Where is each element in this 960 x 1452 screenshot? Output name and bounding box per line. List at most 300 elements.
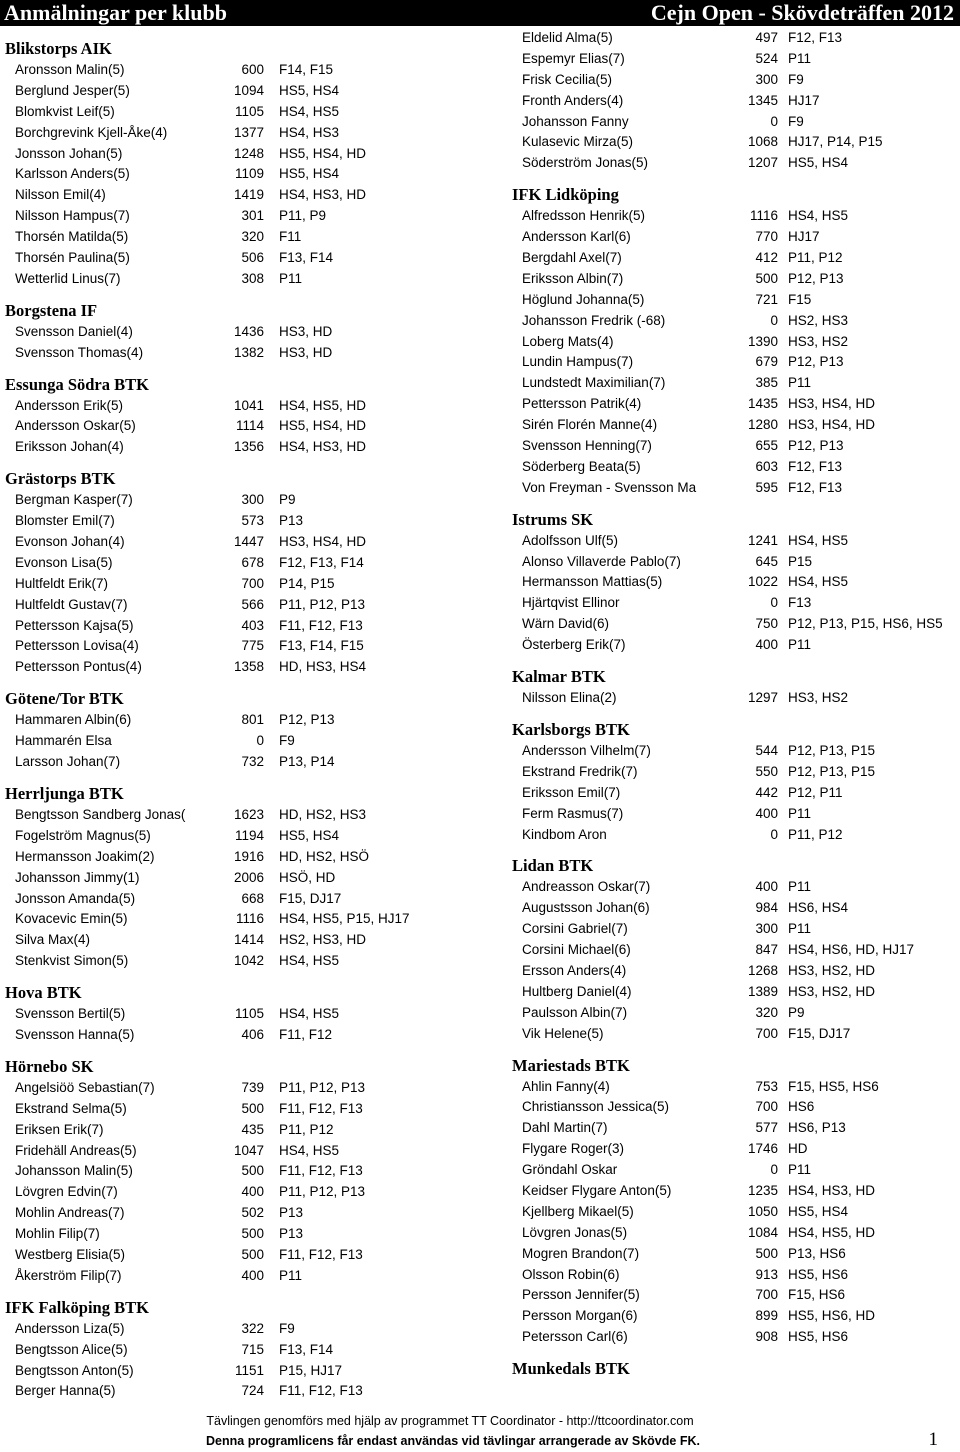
player-name: Olsson Robin(6): [522, 1266, 620, 1282]
player-name: Von Freyman - Svensson Ma: [522, 479, 697, 495]
player-name: Andersson Liza(5): [15, 1320, 125, 1336]
player-row: [0, 826, 470, 847]
player-name: Andersson Oskar(5): [15, 418, 136, 434]
player-row: [0, 1245, 470, 1266]
player-rating: 0: [770, 1162, 778, 1178]
player-row: [508, 688, 960, 709]
player-rating: 1105: [234, 1006, 264, 1022]
player-rating: 1358: [233, 659, 264, 675]
player-row: [508, 290, 960, 311]
player-name: Wetterlid Linus(7): [15, 270, 121, 286]
player-rating: 1050: [747, 1203, 778, 1219]
player-row: [508, 153, 960, 174]
player-classes: HS5, HS6: [788, 1329, 849, 1345]
player-classes: HS3, HS2: [788, 333, 849, 349]
player-row: [0, 1203, 470, 1224]
player-classes: F15, DJ17: [788, 1025, 851, 1041]
player-row: [0, 636, 470, 657]
player-rating: 678: [241, 554, 264, 570]
club-heading: Herrljunga BTK: [5, 783, 124, 803]
player-classes: P12, P13, P15, HS6, HS5: [788, 616, 943, 632]
player-classes: P12, P13, P15: [788, 763, 876, 779]
club-heading: Blikstorps AIK: [5, 39, 112, 58]
player-classes: P12, P13: [788, 354, 844, 370]
player-rating: 1414: [233, 932, 264, 948]
player-classes: F12, F13: [788, 458, 843, 474]
player-row: [0, 123, 470, 144]
player-rating: 1109: [234, 166, 264, 182]
player-classes: HS4, HS5, HD: [279, 397, 367, 413]
player-rating: 679: [755, 354, 778, 370]
player-rating: 300: [755, 921, 778, 937]
player-name: Nilsson Hampus(7): [15, 208, 130, 224]
player-classes: HS3, HS2, HD: [788, 983, 876, 999]
player-rating: 412: [755, 250, 778, 266]
player-rating: 400: [241, 1184, 264, 1200]
player-name: Thorsén Paulina(5): [15, 250, 130, 266]
player-name: Johansson Fanny: [522, 113, 629, 129]
player-name: Thorsén Matilda(5): [15, 229, 129, 245]
player-rating: 899: [755, 1308, 778, 1324]
player-rating: 403: [241, 617, 264, 633]
player-rating: 301: [241, 208, 264, 224]
player-rating: 500: [241, 1246, 264, 1262]
player-name: Hultfeldt Erik(7): [15, 575, 109, 591]
player-row: [0, 1266, 470, 1287]
player-rating: 400: [241, 1267, 264, 1283]
player-row: [508, 206, 960, 227]
player-classes: HS4, HS5, P15, HJ17: [279, 911, 410, 927]
player-name: Persson Morgan(6): [522, 1308, 638, 1324]
player-rating: 1248: [233, 145, 264, 161]
player-row: [508, 1265, 960, 1286]
player-name: Nilsson Elina(2): [522, 690, 617, 706]
player-rating: 603: [755, 458, 778, 474]
player-name: Evonson Johan(4): [15, 534, 125, 550]
player-classes: P11, P9: [279, 208, 327, 224]
player-name: Ekstrand Selma(5): [15, 1100, 127, 1116]
player-row: [508, 593, 960, 614]
player-name: Kjellberg Mikael(5): [522, 1203, 634, 1219]
player-row: [0, 1161, 470, 1182]
player-rating: 1356: [233, 439, 264, 455]
player-rating: 1114: [235, 418, 264, 434]
tournament-title: Cejn Open - Skövdeträffen 2012: [650, 0, 954, 25]
player-name: Westberg Elisia(5): [15, 1246, 126, 1262]
player-classes: HS3, HD: [279, 323, 333, 339]
club-heading: Grästorps BTK: [5, 469, 116, 489]
player-row: [508, 1003, 960, 1024]
player-row: [508, 1327, 960, 1348]
player-row: [0, 343, 470, 364]
player-rating: 506: [241, 250, 264, 266]
player-name: Fronth Anders(4): [522, 92, 624, 108]
player-classes: P13, P14: [279, 754, 335, 770]
player-name: Bengtsson Anton(5): [15, 1362, 134, 1378]
player-rating: 1235: [747, 1182, 778, 1198]
player-classes: P11, P12, P13: [279, 1184, 366, 1200]
player-name: Hammaren Albin(6): [15, 712, 132, 728]
player-name: Eriksson Albin(7): [522, 270, 624, 286]
player-classes: P11: [788, 1162, 812, 1178]
player-row: [508, 741, 960, 762]
player-classes: HD, HS3, HS4: [279, 659, 367, 675]
player-rating: 1435: [747, 396, 778, 412]
player-name: Pettersson Kajsa(5): [15, 617, 134, 633]
right-column: [508, 28, 960, 1380]
player-classes: HS4, HS5: [279, 1142, 340, 1158]
club-heading: Mariestads BTK: [512, 1055, 630, 1075]
player-rating: 0: [770, 826, 778, 842]
player-classes: F13, F14, F15: [279, 638, 364, 654]
player-row: [0, 1120, 470, 1141]
player-rating: 502: [241, 1205, 264, 1221]
player-classes: HS3, HS4, HD: [788, 417, 876, 433]
player-classes: P12, P13: [788, 270, 844, 286]
player-rating: 500: [755, 1245, 778, 1261]
player-row: [0, 144, 470, 165]
player-row: [508, 1244, 960, 1265]
player-rating: 1116: [235, 911, 264, 927]
player-row: [508, 762, 960, 783]
player-name: Mogren Brandon(7): [522, 1245, 640, 1261]
player-classes: HD, HS2, HSÖ: [279, 848, 370, 864]
player-row: [0, 616, 470, 637]
player-rating: 724: [241, 1383, 264, 1399]
player-classes: P13: [279, 1205, 304, 1221]
player-classes: HS5, HS6: [788, 1266, 849, 1282]
player-classes: P11, P12, P13: [279, 596, 366, 612]
player-classes: HS4, HS6, HD, HJ17: [788, 942, 915, 958]
player-classes: HS3, HS4, HD: [279, 534, 367, 550]
player-row: [508, 1139, 960, 1160]
player-name: Bengtsson Sandberg Jonas(: [15, 806, 186, 822]
player-row: [508, 436, 960, 457]
player-rating: 1377: [233, 124, 264, 140]
player-row: [0, 269, 470, 290]
player-classes: F13, F14: [279, 1341, 334, 1357]
player-row: [508, 614, 960, 635]
player-row: [0, 1340, 470, 1361]
player-rating: 400: [755, 879, 778, 895]
player-classes: HD, HS2, HS3: [279, 806, 367, 822]
player-rating: 700: [755, 1099, 778, 1115]
player-name: Andersson Vilhelm(7): [522, 742, 651, 758]
player-rating: 775: [241, 638, 264, 654]
player-rating: 320: [755, 1004, 778, 1020]
player-classes: HS4, HS5: [788, 532, 849, 548]
player-classes: P9: [788, 1004, 805, 1020]
player-row: [0, 1141, 470, 1162]
player-name: Ahlin Fanny(4): [522, 1078, 610, 1094]
club-heading: Borgstena IF: [5, 300, 98, 320]
player-classes: HJ17, P14, P15: [788, 134, 883, 150]
player-row: [0, 1361, 470, 1382]
player-row: [508, 982, 960, 1003]
player-name: Svensson Thomas(4): [15, 344, 144, 360]
player-rating: 500: [241, 1163, 264, 1179]
player-row: [508, 91, 960, 112]
player-classes: P11: [279, 270, 303, 286]
player-classes: HS3, HS2, HD: [788, 962, 876, 978]
player-classes: P12, P13: [279, 712, 335, 728]
player-rating: 1151: [234, 1362, 264, 1378]
player-rating: 1022: [747, 574, 778, 590]
player-rating: 770: [755, 229, 778, 245]
player-classes: HS4, HS5: [279, 953, 340, 969]
player-row: [508, 919, 960, 940]
player-name: Eldelid Alma(5): [522, 30, 613, 45]
player-name: Bergdahl Axel(7): [522, 250, 622, 266]
page-number: 1: [928, 1429, 938, 1450]
player-classes: HS6: [788, 1099, 815, 1115]
player-rating: 700: [755, 1025, 778, 1041]
player-name: Dahl Martin(7): [522, 1120, 608, 1136]
player-rating: 600: [241, 62, 264, 77]
player-name: Persson Jennifer(5): [522, 1287, 640, 1303]
player-classes: HS5, HS6, HD: [788, 1308, 876, 1324]
club-heading: Götene/Tor BTK: [5, 689, 124, 709]
player-rating: 595: [755, 479, 778, 495]
player-name: Svensson Hanna(5): [15, 1026, 135, 1042]
player-rating: 908: [755, 1329, 778, 1345]
player-name: Johansson Jimmy(1): [15, 869, 140, 885]
player-row: [0, 511, 470, 532]
player-name: Eriksen Erik(7): [15, 1121, 104, 1137]
player-row: [0, 710, 470, 731]
player-row: [0, 752, 470, 773]
player-rating: 0: [770, 113, 778, 129]
player-classes: P9: [279, 492, 296, 508]
player-row: [0, 206, 470, 227]
player-rating: 1084: [747, 1224, 778, 1240]
player-row: [508, 1202, 960, 1223]
player-rating: 550: [755, 763, 778, 779]
player-name: Blomster Emil(7): [15, 513, 115, 529]
player-classes: P15: [788, 553, 813, 569]
player-row: [0, 1025, 470, 1046]
player-name: Alonso Villaverde Pablo(7): [522, 553, 681, 569]
player-row: [508, 132, 960, 153]
player-name: Ersson Anders(4): [522, 962, 627, 978]
player-row: [508, 373, 960, 394]
player-rating: 984: [755, 900, 778, 916]
player-name: Augustsson Johan(6): [522, 900, 650, 916]
player-classes: P14, P15: [279, 575, 335, 591]
player-row: [508, 478, 960, 499]
player-row: [508, 783, 960, 804]
player-row: [0, 227, 470, 248]
player-name: Höglund Johanna(5): [522, 291, 645, 307]
player-name: Paulsson Albin(7): [522, 1004, 628, 1020]
player-classes: HS4, HS5, HD: [788, 1224, 876, 1240]
player-rating: 300: [755, 71, 778, 87]
player-classes: P13, HS6: [788, 1245, 846, 1261]
player-row: [0, 164, 470, 185]
player-row: [508, 804, 960, 825]
player-name: Berglund Jesper(5): [15, 82, 130, 98]
player-name: Christiansson Jessica(5): [522, 1099, 670, 1115]
player-row: [508, 1160, 960, 1181]
player-rating: 406: [241, 1026, 264, 1042]
player-classes: HS5, HS4, HD: [279, 145, 367, 161]
player-rating: 577: [755, 1120, 778, 1136]
report-title: Anmälningar per klubb: [4, 0, 227, 25]
player-name: Jonsson Johan(5): [15, 145, 123, 161]
player-name: Wärn David(6): [522, 616, 610, 632]
player-row: [0, 1182, 470, 1203]
player-classes: F9: [279, 733, 295, 749]
player-rating: 700: [755, 1287, 778, 1303]
player-name: Angelsiöö Sebastian(7): [15, 1079, 155, 1095]
player-rating: 524: [755, 50, 778, 66]
player-rating: 847: [755, 942, 778, 958]
player-name: Andreasson Oskar(7): [522, 879, 651, 895]
player-rating: 1268: [747, 962, 778, 978]
player-rating: 655: [755, 438, 778, 454]
player-name: Mohlin Filip(7): [15, 1226, 100, 1242]
player-row: [508, 961, 960, 982]
player-row: [508, 112, 960, 133]
player-rating: 300: [241, 492, 264, 508]
player-rating: 2006: [233, 869, 264, 885]
player-name: Karlsson Anders(5): [15, 166, 130, 182]
player-classes: F11, F12, F13: [279, 1383, 363, 1399]
player-row: [0, 889, 470, 910]
player-row: [508, 49, 960, 70]
player-row: [0, 574, 470, 595]
player-name: Andersson Karl(6): [522, 229, 631, 245]
player-name: Evonson Lisa(5): [15, 554, 113, 570]
player-name: Corsini Michael(6): [522, 942, 631, 958]
player-classes: HS4, HS5: [279, 103, 340, 119]
player-name: Söderberg Beata(5): [522, 458, 641, 474]
player-row: [0, 731, 470, 752]
player-rating: 1916: [233, 848, 264, 864]
player-classes: P11: [788, 879, 812, 895]
player-classes: P11: [788, 921, 812, 937]
player-name: Alfredsson Henrik(5): [522, 208, 646, 224]
player-row: [508, 311, 960, 332]
club-heading: Lidan BTK: [512, 856, 594, 876]
player-rating: 1389: [747, 983, 778, 999]
player-name: Pettersson Lovisa(4): [15, 638, 139, 654]
player-rating: 645: [755, 553, 778, 569]
player-row: [0, 868, 470, 889]
player-classes: HS5, HS4: [788, 1203, 849, 1219]
player-row: [508, 1181, 960, 1202]
player-classes: HS4, HS3, HD: [279, 187, 367, 203]
footer-license: Denna programlicens får endast användas vid tävlingar arrangerade av Skövde FK.: [206, 1434, 700, 1448]
player-row: [0, 657, 470, 678]
player-classes: F11, F12, F13: [279, 1163, 363, 1179]
player-classes: F11, F12, F13: [279, 1100, 363, 1116]
player-classes: P13: [279, 1226, 304, 1242]
player-row: [0, 1099, 470, 1120]
player-row: [0, 1224, 470, 1245]
player-classes: HSÖ, HD: [279, 869, 336, 885]
player-name: Jonsson Amanda(5): [15, 890, 136, 906]
player-name: Svensson Daniel(4): [15, 323, 133, 339]
club-heading: Essunga Södra BTK: [5, 374, 149, 394]
player-name: Loberg Mats(4): [522, 333, 614, 349]
player-rating: 322: [241, 1320, 264, 1336]
player-classes: P11, P12: [279, 1121, 334, 1137]
player-name: Hermansson Joakim(2): [15, 848, 155, 864]
player-classes: F15, HS5, HS6: [788, 1078, 879, 1094]
player-row: [508, 457, 960, 478]
player-name: Lundstedt Maximilian(7): [522, 375, 666, 391]
player-name: Åkerström Filip(7): [15, 1267, 122, 1283]
player-classes: HS4, HS3: [279, 124, 340, 140]
player-classes: HS2, HS3, HD: [279, 932, 367, 948]
player-row: [0, 102, 470, 123]
club-heading: Hörnebo SK: [5, 1056, 94, 1076]
player-name: Nilsson Emil(4): [15, 187, 106, 203]
player-classes: F15, HS6: [788, 1287, 846, 1303]
player-name: Blomkvist Leif(5): [15, 103, 115, 119]
club-heading: IFK Falköping BTK: [5, 1297, 149, 1317]
player-name: Lundin Hampus(7): [522, 354, 634, 370]
player-name: Lövgren Edvin(7): [15, 1184, 118, 1200]
player-row: [508, 269, 960, 290]
player-row: [508, 552, 960, 573]
player-name: Pettersson Pontus(4): [15, 659, 142, 675]
player-rating: 700: [241, 575, 264, 591]
player-classes: P12, P13, P15: [788, 742, 876, 758]
player-classes: HS5, HS4: [788, 155, 849, 171]
player-row: [508, 1285, 960, 1306]
player-classes: F12, F13: [788, 30, 843, 45]
player-rating: 385: [755, 375, 778, 391]
player-rating: 0: [770, 312, 778, 328]
player-row: [508, 332, 960, 353]
player-classes: HS5, HS4: [279, 166, 340, 182]
footer-credit: Tävlingen genomförs med hjälp av programmet TT Coordinator - http://ttcoordinator.com: [206, 1414, 694, 1428]
player-rating: 320: [241, 229, 264, 245]
player-rating: 573: [241, 513, 264, 529]
player-name: Bengtsson Alice(5): [15, 1341, 128, 1357]
player-rating: 753: [755, 1078, 778, 1094]
player-classes: HS4, HS3, HD: [788, 1182, 876, 1198]
club-heading: Kalmar BTK: [512, 667, 606, 687]
player-name: Corsini Gabriel(7): [522, 921, 628, 937]
player-classes: HS4, HS5: [279, 1006, 340, 1022]
player-row: [0, 185, 470, 206]
left-column: [0, 28, 470, 1402]
player-classes: F13, F14: [279, 250, 334, 266]
player-rating: 1042: [233, 953, 264, 969]
player-row: [0, 81, 470, 102]
player-row: [508, 1223, 960, 1244]
player-rating: 566: [241, 596, 264, 612]
player-row: [508, 352, 960, 373]
player-row: [0, 805, 470, 826]
player-rating: 500: [755, 270, 778, 286]
player-name: Stenkvist Simon(5): [15, 953, 129, 969]
player-rating: 739: [241, 1079, 264, 1095]
club-heading: Karlsborgs BTK: [512, 719, 630, 739]
player-classes: F13: [788, 595, 812, 611]
player-classes: P11: [788, 805, 812, 821]
player-classes: HS3, HS4, HD: [788, 396, 876, 412]
player-classes: F9: [788, 71, 804, 87]
player-rating: 1297: [747, 690, 778, 706]
player-rating: 1345: [747, 92, 778, 108]
player-name: Sirén Florén Manne(4): [522, 417, 658, 433]
player-classes: F11, F12: [279, 1026, 333, 1042]
player-classes: HS4, HS5: [788, 208, 849, 224]
